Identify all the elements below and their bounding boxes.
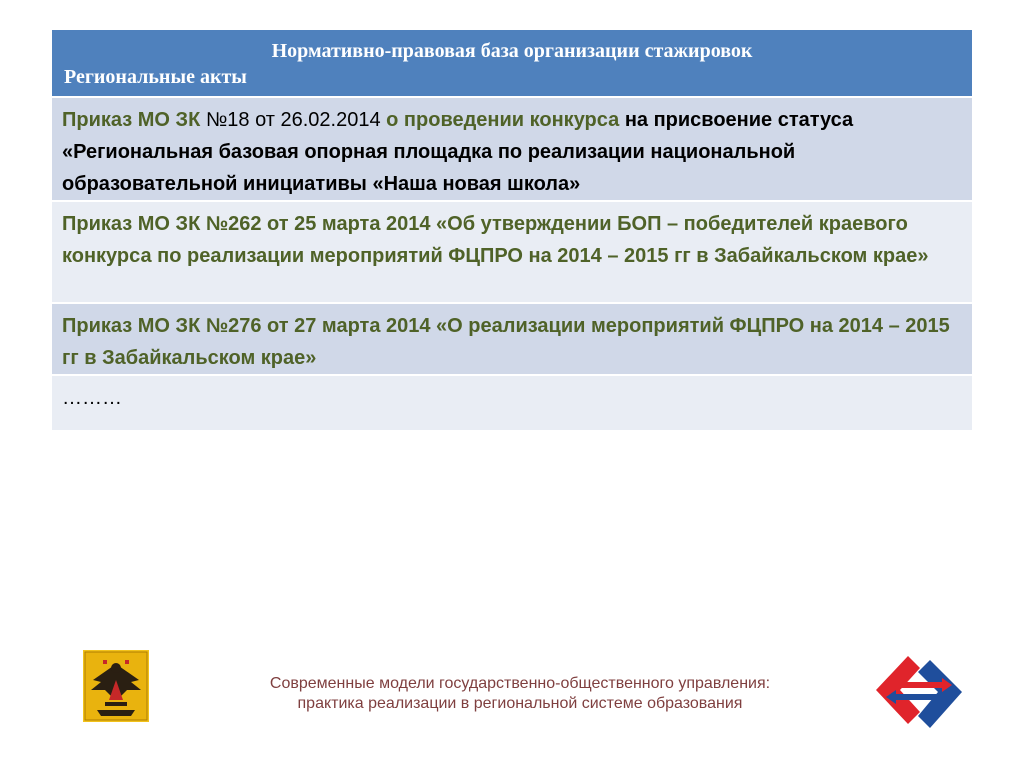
ellipsis-text: ……… [62,387,122,409]
acts-table [52,30,972,432]
table-header [52,30,972,98]
table-row [52,202,972,304]
program-logo-icon [872,652,966,732]
footer-line-2: практика реализации в региональной системе образования [297,695,743,712]
order-detail: на присвоение статуса «Региональная базовая опорная площадка по реализации национальной образовательной инициативы «Наша новая школа» [62,109,854,195]
footer-line-1: Современные модели государственно-общественного управления: [269,675,771,692]
table-row [52,98,972,202]
order-subject: о проведении конкурса [386,109,620,131]
order-number: №18 от 26.02.2014 [200,109,387,131]
order-text: Приказ МО ЗК №276 от 27 марта 2014 «О реализации мероприятий ФЦПРО на 2014 – 2015 гг в Забайкальском крае» [62,315,950,369]
order-text: Приказ МО ЗК №262 от 25 марта 2014 «Об утверждении БОП – победителей краевого конкурса по реализации мероприятий ФЦПРО на 2014 – 2015 гг в Забайкальском крае» [62,213,929,267]
zabaykalsky-crest-icon [83,650,149,722]
table-row [52,376,972,432]
order-label: Приказ МО ЗК [62,109,201,131]
table-subtitle: Региональные акты [64,66,247,88]
table-title: Нормативно-правовая база организации стажировок [271,40,753,62]
table-row [52,304,972,376]
footer-caption [190,674,850,714]
